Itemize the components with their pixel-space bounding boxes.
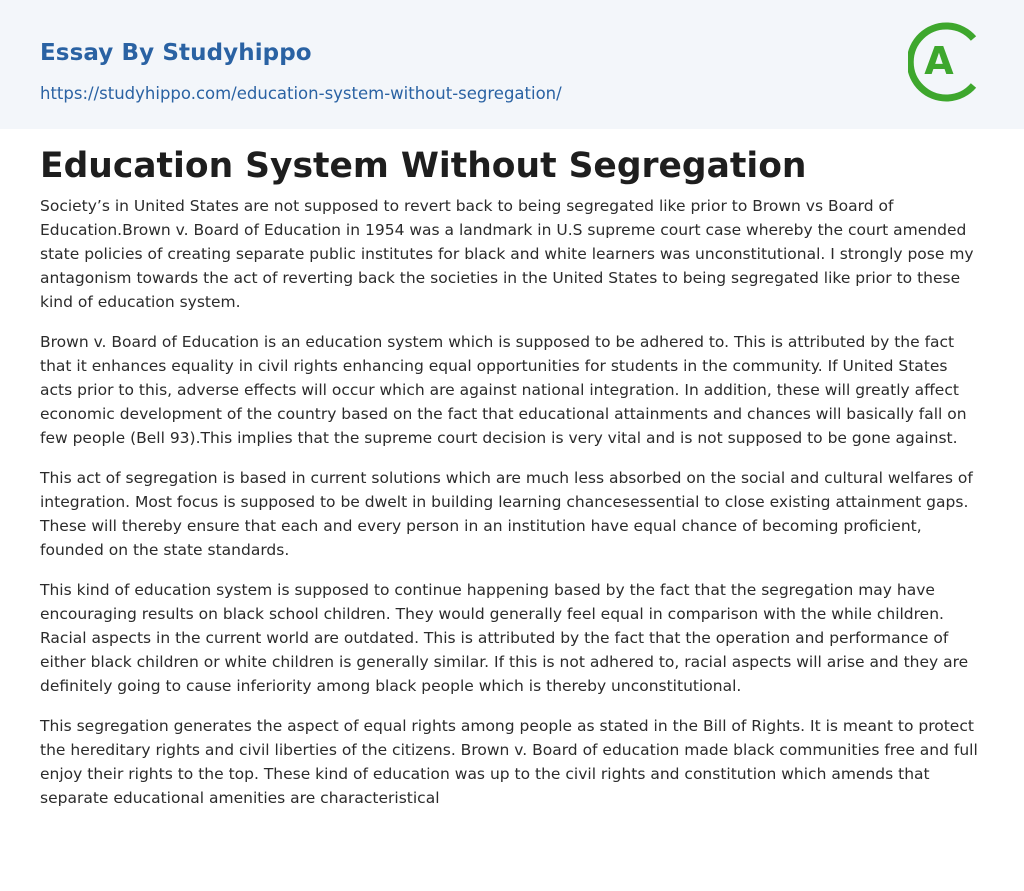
essay-paragraph-5: This segregation generates the aspect of equal rights among people as stated in the Bill of Rights. It is meant to protect the hereditary rights and civil liberties of the citizens. Brown v. Board of education made black communities free and full enjoy their rights to the top. These kind of education was up to the civil rights and constitution which amends that separate educational amenities are characteristical <box>40 717 978 807</box>
essay-paragraph-3: This act of segregation is based in current solutions which are much less absorbed on the social and cultural welfares of integration. Most focus is supposed to be dwelt in building learning chancesessential to close existing attainment gaps. These will thereby ensure that each and every person in an institution have equal chance of becoming proficient, founded on the state standards. <box>40 469 973 559</box>
studyhippo-logo-icon[interactable] <box>908 18 988 106</box>
page-header <box>0 0 1024 129</box>
essay-url-link[interactable]: https://studyhippo.com/education-system-without-segregation/ <box>40 84 562 103</box>
page-title: Education System Without Segregation <box>40 146 807 186</box>
essay-body <box>40 194 984 826</box>
essay-paragraph-1: Society’s in United States are not supposed to revert back to being segregated like prior to Brown vs Board of Education.Brown v. Board of Education in 1954 was a landmark in U.S supreme court case whereby the court amended state policies of creating separate public institutes for black and white learners was unconstitutional. I strongly pose my antagonism towards the act of reverting back the societies in the United States to being segregated like prior to these kind of education system. <box>40 197 974 311</box>
brand-title[interactable]: Essay By Studyhippo <box>40 40 312 66</box>
logo-letter: A <box>924 39 954 83</box>
essay-paragraph-2: Brown v. Board of Education is an education system which is supposed to be adhered to. This is attributed by the fact that it enhances equality in civil rights enhancing equal opportunities for students in the community. If United States acts prior to this, adverse effects will occur which are against national integration. In addition, these will greatly affect economic development of the country based on the fact that educational attainments and chances will basically fall on few people (Bell 93).This implies that the supreme court decision is very vital and is not supposed to be gone against. <box>40 333 967 447</box>
essay-paragraph-4: This kind of education system is supposed to continue happening based by the fact that the segregation may have encouraging results on black school children. They would generally feel equal in comparison with the while children. Racial aspects in the current world are outdated. This is attributed by the fact that the operation and performance of either black children or white children is generally similar. If this is not adhered to, racial aspects will arise and they are definitely going to cause inferiority among black people which is thereby unconstitutional. <box>40 581 969 695</box>
